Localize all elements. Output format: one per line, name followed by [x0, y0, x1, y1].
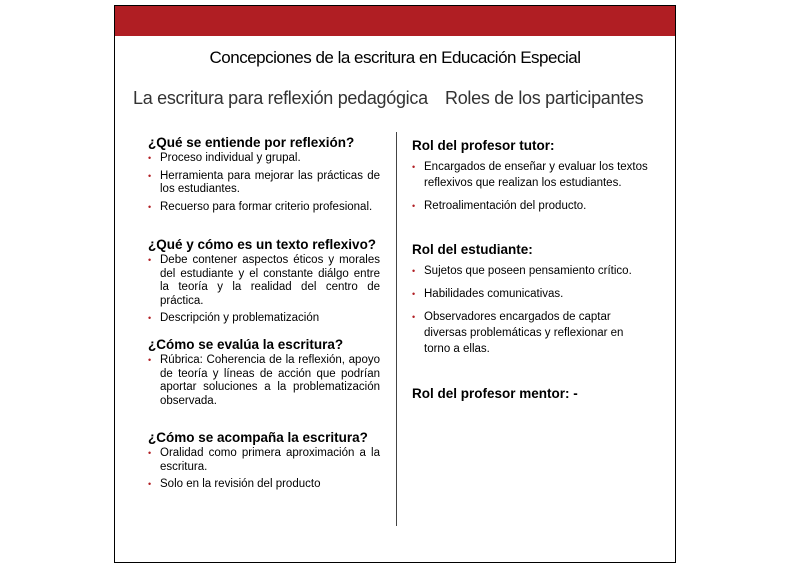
slide-title: Concepciones de la escritura en Educación Especial	[209, 48, 581, 67]
list-item: • Sujetos que poseen pensamiento crítico.	[412, 263, 648, 279]
section-acompanamiento	[148, 430, 380, 496]
section-title: ¿Qué se entiende por reflexión?	[148, 135, 355, 150]
section-title: ¿Qué y cómo es un texto reflexivo?	[148, 237, 377, 252]
slide-frame	[114, 5, 676, 563]
list-item: • Debe contener aspectos éticos y morales del estudiante y el constante diálgo entre la teoría y la realidad del centro de práctica.	[148, 254, 380, 308]
column-divider	[396, 132, 397, 526]
section-profesor-tutor	[412, 138, 648, 221]
list-item: • Oralidad como primera aproximación a la escritura.	[148, 447, 380, 474]
section-title: Rol del profesor mentor: -	[412, 386, 578, 401]
list-item: • Herramienta para mejorar las prácticas de los estudiantes.	[148, 170, 380, 197]
list-item: • Rúbrica: Coherencia de la reflexión, apoyo de teoría y líneas de acción que podrían aportar soluciones a la problematización observada.	[148, 354, 380, 408]
list-item: • Encargados de enseñar y evaluar los textos reflexivos que realizan los estudiantes.	[412, 159, 648, 191]
left-column-heading: La escritura para reflexión pedagógica	[133, 88, 428, 108]
section-evaluacion	[148, 337, 380, 412]
header-bar	[115, 6, 675, 36]
section-title: Rol del profesor tutor:	[412, 138, 555, 153]
section-title: ¿Cómo se evalúa la escritura?	[148, 337, 344, 352]
section-texto-reflexivo	[148, 237, 380, 330]
list-item: • Proceso individual y grupal.	[148, 152, 380, 166]
list-item: • Solo en la revisión del producto	[148, 478, 380, 492]
section-profesor-mentor	[412, 386, 648, 401]
section-estudiante	[412, 242, 648, 364]
list-item: • Descripción y problematización	[148, 312, 380, 326]
list-item: • Recuerso para formar criterio profesional.	[148, 201, 380, 215]
section-title: Rol del estudiante:	[412, 242, 533, 257]
list-item: • Retroalimentación del producto.	[412, 198, 648, 214]
section-title: ¿Cómo se acompaña la escritura?	[148, 430, 368, 445]
section-reflexion	[148, 135, 380, 218]
list-item: • Observadores encargados de captar diversas problemáticas y reflexionar en torno a ellas.	[412, 309, 648, 357]
list-item: • Habilidades comunicativas.	[412, 286, 648, 302]
right-column-heading: Roles de los participantes	[445, 88, 644, 108]
